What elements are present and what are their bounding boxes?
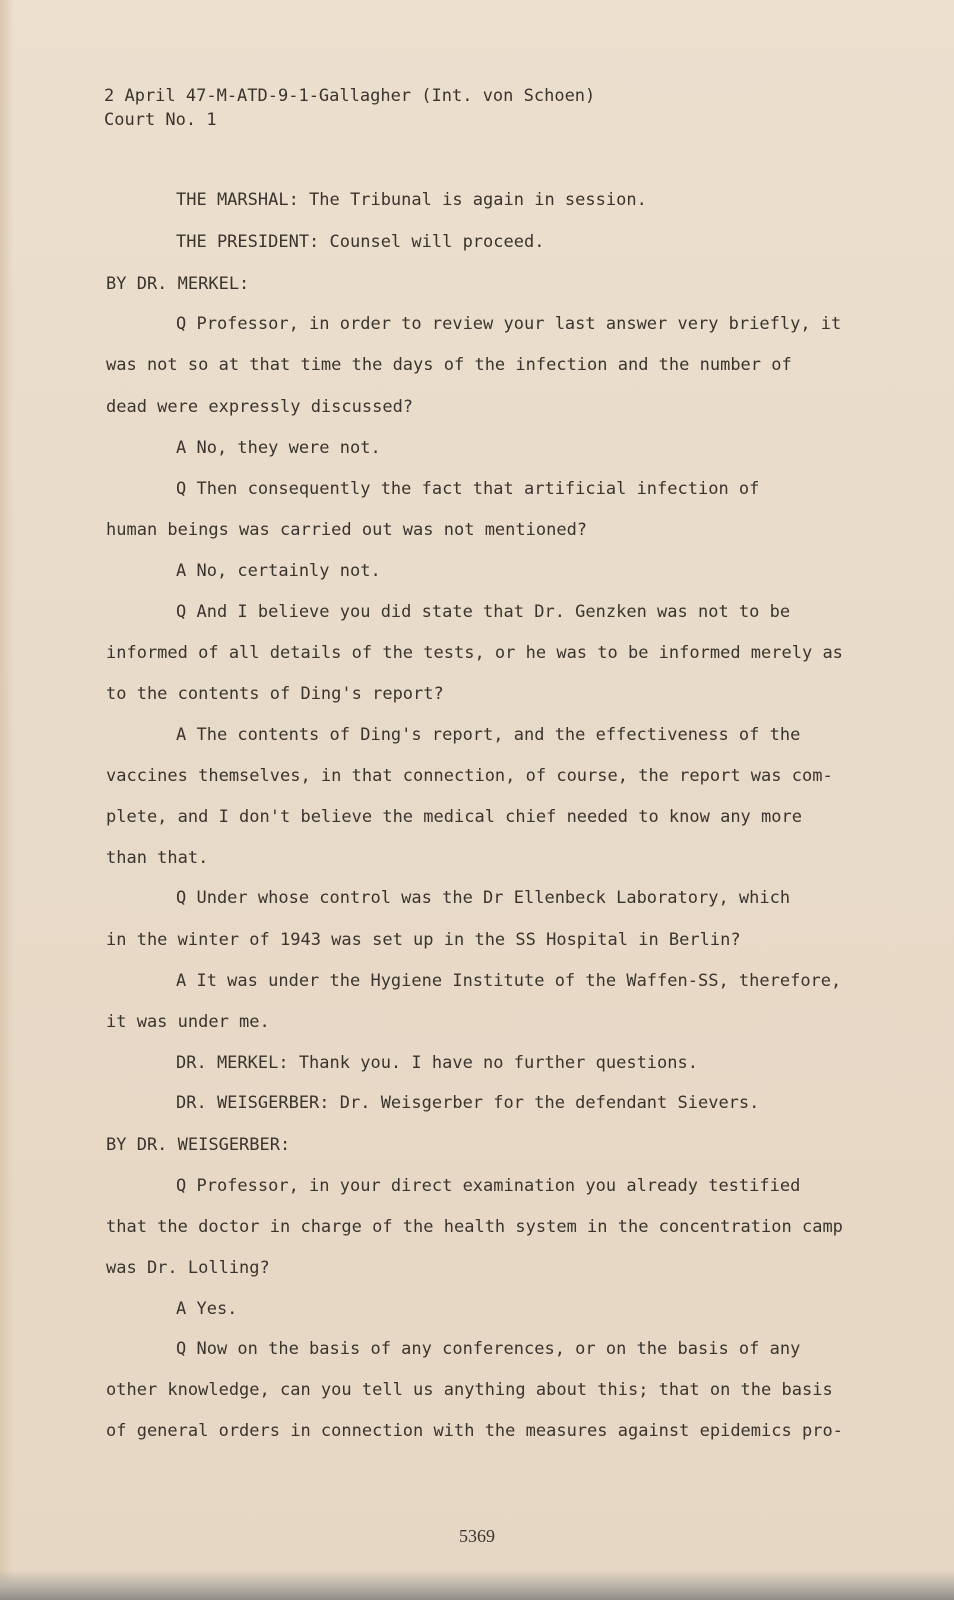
transcript-line: DR. MERKEL: Thank you. I have no further questions. bbox=[176, 1053, 698, 1073]
transcript-line: than that. bbox=[106, 848, 209, 868]
transcript-line: to the contents of Ding's report? bbox=[106, 684, 444, 704]
transcript-line: DR. WEISGERBER: Dr. Weisgerber for the defendant Sievers. bbox=[176, 1093, 760, 1113]
transcript-line: human beings was carried out was not mentioned? bbox=[106, 520, 588, 540]
transcript-line: other knowledge, can you tell us anything about this; that on the basis bbox=[106, 1380, 833, 1400]
transcript-line: that the doctor in charge of the health system in the concentration camp bbox=[106, 1217, 843, 1237]
speaker-heading: BY DR. WEISGERBER: bbox=[106, 1135, 291, 1155]
header-reference: 2 April 47-M-ATD-9-1-Gallagher (Int. von Schoen) bbox=[104, 86, 596, 106]
transcript-line: Q Professor, in your direct examination you already testified bbox=[176, 1176, 801, 1196]
transcript-line: Q Then consequently the fact that artificial infection of bbox=[176, 479, 760, 499]
transcript-line: Q And I believe you did state that Dr. Genzken was not to be bbox=[176, 602, 791, 622]
transcript-line: A The contents of Ding's report, and the effectiveness of the bbox=[176, 725, 801, 745]
page-number: 5369 bbox=[459, 1526, 495, 1546]
transcript-line: vaccines themselves, in that connection, of course, the report was com- bbox=[106, 766, 833, 786]
transcript-line: THE PRESIDENT: Counsel will proceed. bbox=[176, 232, 545, 252]
transcript-line: Q Now on the basis of any conferences, or on the basis of any bbox=[176, 1339, 801, 1359]
transcript-line: Q Under whose control was the Dr Ellenbeck Laboratory, which bbox=[176, 888, 791, 908]
transcript-line: plete, and I don't believe the medical chief needed to know any more bbox=[106, 807, 802, 827]
header-court: Court No. 1 bbox=[104, 110, 217, 130]
transcript-line: A It was under the Hygiene Institute of the Waffen-SS, therefore, bbox=[176, 971, 842, 991]
document-header bbox=[104, 84, 595, 132]
transcript-line: was Dr. Lolling? bbox=[106, 1258, 270, 1278]
page-bottom-edge bbox=[0, 1570, 954, 1600]
transcript-line: A No, they were not. bbox=[176, 438, 381, 458]
transcript-line: A No, certainly not. bbox=[176, 561, 381, 581]
transcript-line: dead were expressly discussed? bbox=[106, 397, 414, 417]
transcript-line: THE MARSHAL: The Tribunal is again in session. bbox=[176, 190, 647, 210]
transcript-line: of general orders in connection with the measures against epidemics pro- bbox=[106, 1421, 843, 1441]
transcript-line: Q Professor, in order to review your last answer very briefly, it bbox=[176, 314, 842, 334]
transcript-line: informed of all details of the tests, or he was to be informed merely as bbox=[106, 643, 843, 663]
transcript-line: was not so at that time the days of the infection and the number of bbox=[106, 355, 792, 375]
page-left-edge bbox=[0, 0, 14, 1600]
transcript-line: A Yes. bbox=[176, 1299, 238, 1319]
speaker-heading: BY DR. MERKEL: bbox=[106, 274, 250, 294]
transcript-line: in the winter of 1943 was set up in the SS Hospital in Berlin? bbox=[106, 930, 741, 950]
transcript-line: it was under me. bbox=[106, 1012, 270, 1032]
